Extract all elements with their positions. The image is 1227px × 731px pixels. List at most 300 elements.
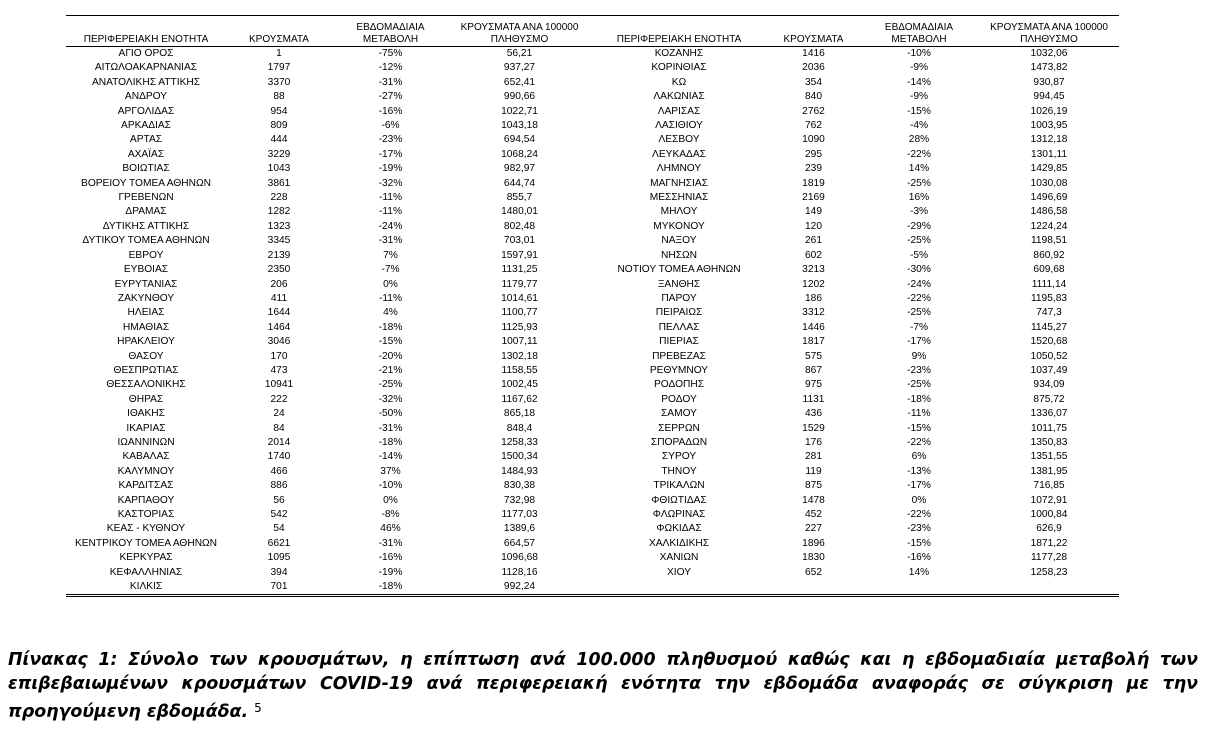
left-region-cell: ΑΡΤΑΣ [129, 134, 163, 146]
left-incidence-cell: 865,18 [503, 408, 536, 420]
left-weekly-change-cell: -50% [378, 408, 403, 420]
right-weekly-change-cell: -4% [909, 120, 929, 132]
left-weekly-change-cell: -25% [378, 379, 403, 391]
right-incidence-cell: 1195,83 [1030, 292, 1068, 304]
left-weekly-change-cell: -75% [378, 48, 403, 59]
right-cases-cell: 3213 [802, 264, 825, 276]
left-cases-cell: 411 [270, 292, 288, 304]
right-region-cell: ΡΟΔΟΠΗΣ [653, 379, 705, 391]
left-region-cell: ΘΕΣΣΑΛΟΝΙΚΗΣ [106, 379, 186, 391]
left-cases-cell: 54 [273, 523, 285, 535]
left-weekly-change-cell: -21% [378, 364, 403, 376]
left-region-cell: ΗΡΑΚΛΕΙΟΥ [117, 336, 175, 348]
left-cases-cell: 206 [270, 278, 288, 290]
left-cases-cell: 6621 [267, 537, 291, 549]
left-weekly-change-cell: -12% [378, 62, 403, 74]
right-incidence-cell: 1301,11 [1030, 148, 1068, 160]
right-region-cell: ΠΙΕΡΙΑΣ [659, 336, 699, 348]
right-weekly-change-cell [859, 580, 979, 596]
table-header [66, 16, 1119, 47]
left-weekly-change-cell: -15% [378, 336, 403, 348]
right-cases-cell: 227 [805, 523, 822, 535]
left-cases-cell: 2350 [267, 264, 291, 276]
right-cases-cell: 452 [805, 509, 822, 520]
table-row [66, 278, 1119, 292]
left-cases-cell: 473 [270, 364, 288, 376]
right-region-cell: ΛΗΜΝΟΥ [656, 163, 702, 175]
right-weekly-change-cell: -18% [907, 393, 931, 405]
left-cases-cell: 228 [270, 192, 288, 204]
right-weekly-change-cell: -25% [907, 379, 931, 391]
right-incidence-cell: 1336,07 [1030, 408, 1068, 420]
right-weekly-change-cell: 14% [908, 163, 930, 175]
right-weekly-change-cell: -24% [907, 278, 931, 290]
left-incidence-cell: 664,57 [503, 537, 536, 549]
left-weekly-change-cell: -32% [378, 393, 403, 405]
right-weekly-change-cell: -11% [907, 408, 931, 420]
left-weekly-change-cell: 37% [380, 465, 401, 477]
left-incidence-cell: 1068,24 [501, 148, 538, 160]
table-row [66, 479, 1119, 493]
right-cases-cell: 1131 [802, 393, 825, 405]
table-row [66, 119, 1119, 133]
table-row [66, 566, 1119, 580]
right-incidence-cell: 1037,49 [1030, 364, 1068, 376]
left-weekly-change-cell: -16% [378, 552, 403, 564]
right-region-cell: ΜΗΛΟΥ [660, 206, 698, 218]
left-cases-cell: 394 [270, 566, 288, 578]
right-incidence-cell: 1030,08 [1030, 177, 1068, 189]
right-region-cell: ΠΕΛΛΑΣ [658, 321, 700, 333]
left-weekly-change-cell: 0% [383, 278, 398, 290]
right-incidence-cell: 1381,95 [1030, 465, 1068, 477]
left-cases-cell: 954 [270, 105, 288, 117]
right-weekly-change-cell: -17% [907, 480, 931, 492]
right-incidence-cell: 1003,95 [1030, 120, 1068, 132]
right-incidence-cell: 994,45 [1033, 91, 1065, 103]
left-cases-cell: 2014 [267, 436, 291, 448]
left-incidence-cell: 1014,61 [501, 292, 538, 304]
left-region-cell: ΑΧΑΪΑΣ [127, 148, 165, 160]
regional-cases-table [66, 15, 1119, 597]
right-incidence-cell: 1350,83 [1030, 436, 1068, 448]
footnote-marker: 5 [254, 701, 262, 715]
right-cases-cell: 2169 [802, 192, 825, 204]
left-incidence-cell: 1484,93 [501, 465, 538, 477]
table-row [66, 162, 1119, 176]
right-incidence-cell: 1000,84 [1030, 509, 1068, 520]
left-cases-cell: 809 [270, 120, 288, 132]
right-cases-cell: 119 [805, 465, 822, 477]
left-cases-cell: 56 [273, 494, 285, 506]
left-weekly-change-cell: -17% [378, 148, 403, 160]
left-region-cell: ΙΩΑΝΝΙΝΩΝ [117, 436, 175, 448]
right-region-cell: ΤΡΙΚΑΛΩΝ [653, 480, 705, 492]
left-region-cell: ΘΗΡΑΣ [128, 393, 164, 405]
right-cases-cell: 1817 [802, 336, 825, 348]
right-region-cell: ΜΕΣΣΗΝΙΑΣ [649, 192, 709, 204]
right-region-cell: ΦΩΚΙΔΑΣ [656, 523, 702, 535]
right-incidence-cell: 1050,52 [1030, 350, 1068, 362]
table-row [66, 292, 1119, 306]
left-cases-cell: 3229 [267, 148, 291, 160]
table-row [66, 306, 1119, 320]
table-row [66, 234, 1119, 248]
right-weekly-change-cell: 0% [911, 494, 927, 506]
right-incidence-cell: 1351,55 [1030, 451, 1068, 463]
left-region-cell: ΚΕΦΑΛΛΗΝΙΑΣ [109, 566, 183, 578]
right-weekly-change-cell: -25% [907, 177, 931, 189]
right-region-cell: ΠΡΕΒΕΖΑΣ [652, 350, 706, 362]
right-region-cell: ΜΑΓΝΗΣΙΑΣ [650, 177, 708, 189]
left-weekly-change-cell: -6% [381, 120, 400, 132]
left-incidence-cell: 644,74 [503, 177, 536, 189]
right-cases-cell: 1896 [802, 537, 825, 549]
right-region-cell: ΝΗΣΩΝ [661, 249, 697, 261]
left-weekly-change-cell: -18% [378, 321, 403, 333]
right-incidence-cell: 1258,23 [1030, 566, 1068, 578]
right-incidence-cell: 934,09 [1033, 379, 1065, 391]
right-cases-cell: 176 [805, 436, 822, 448]
right-weekly-change-cell: 6% [911, 451, 927, 463]
right-incidence-cell: 1177,28 [1030, 552, 1068, 564]
left-incidence-cell: 830,38 [503, 480, 536, 492]
left-cases-cell: 1797 [267, 62, 291, 74]
left-weekly-change-cell: -23% [378, 134, 403, 146]
right-region-cell: ΣΕΡΡΩΝ [658, 422, 700, 434]
left-cases-cell: 10941 [264, 379, 294, 391]
left-weekly-change-cell: -16% [378, 105, 403, 117]
header-incidence-right: ΚΡΟΥΣΜΑΤΑ ΑΝΑ 100000 ΠΛΗΘΥΣΜΟ [979, 16, 1119, 47]
caption-text: Πίνακας 1: Σύνολο των κρουσμάτων, η επίπτωση ανά 100.000 πληθυσμού καθώς και η εβδομαδιαία μεταβολή των επιβεβαιωμένων κρουσμάτων COVID-19 ανά περιφερειακή ενότητα την εβδομάδα αναφοράς σε σύγκριση με την προηγούμενη εβδομάδα. [8, 650, 1198, 722]
right-weekly-change-cell: 14% [908, 566, 930, 578]
left-region-cell: ΚΕΑΣ - ΚΥΘΝΟΥ [106, 523, 186, 535]
table-row [66, 465, 1119, 479]
left-region-cell: ΚΕΝΤΡΙΚΟΥ ΤΟΜΕΑ ΑΘΗΝΩΝ [74, 537, 218, 549]
left-incidence-cell: 855,7 [506, 192, 533, 204]
right-cases-cell: 186 [805, 292, 822, 304]
table-row [66, 450, 1119, 464]
right-weekly-change-cell: -5% [909, 249, 929, 261]
left-weekly-change-cell: -19% [378, 163, 403, 175]
right-incidence-cell: 1145,27 [1030, 321, 1068, 333]
right-region-cell: ΡΕΘΥΜΝΟΥ [649, 364, 709, 376]
right-incidence-cell: 747,3 [1036, 307, 1062, 319]
left-incidence-cell: 848,4 [506, 422, 533, 434]
right-cases-cell: 239 [805, 163, 822, 175]
left-region-cell: ΚΑΛΥΜΝΟΥ [117, 465, 175, 477]
table-row [66, 90, 1119, 104]
right-weekly-change-cell: -30% [907, 264, 931, 276]
right-region-cell: ΡΟΔΟΥ [661, 393, 697, 405]
left-cases-cell: 1644 [267, 307, 291, 319]
left-region-cell: ΒΟΡΕΙΟΥ ΤΟΜΕΑ ΑΘΗΝΩΝ [81, 177, 211, 189]
table-row [66, 378, 1119, 392]
left-region-cell: ΕΥΡΥΤΑΝΙΑΣ [114, 278, 178, 290]
right-weekly-change-cell: -15% [907, 105, 931, 117]
header-region-left: ΠΕΡΙΦΕΡΕΙΑΚΗ ΕΝΟΤΗΤΑ [66, 16, 226, 47]
right-incidence-cell: 609,68 [1033, 264, 1065, 276]
right-weekly-change-cell: -15% [907, 537, 931, 549]
left-region-cell: ΘΑΣΟΥ [128, 350, 164, 362]
right-weekly-change-cell: -9% [909, 91, 929, 103]
left-region-cell: ΑΝΑΤΟΛΙΚΗΣ ΑΤΤΙΚΗΣ [91, 76, 201, 88]
right-incidence-cell: 1032,06 [1030, 48, 1068, 59]
left-cases-cell: 170 [270, 350, 288, 362]
left-incidence-cell: 694,54 [503, 134, 536, 146]
left-region-cell: ΚΙΛΚΙΣ [66, 580, 226, 596]
header-row [66, 16, 1119, 47]
left-incidence-cell: 990,66 [503, 91, 536, 103]
left-cases-cell: 542 [270, 509, 288, 520]
left-region-cell: ΑΡΚΑΔΙΑΣ [121, 120, 171, 132]
left-region-cell: ΚΑΡΔΙΤΣΑΣ [118, 480, 174, 492]
left-region-cell: ΑΡΓΟΛΙΔΑΣ [117, 105, 175, 117]
right-region-cell: ΧΙΟΥ [666, 566, 692, 578]
right-cases-cell: 281 [805, 451, 822, 463]
left-cases-cell: 1740 [267, 451, 291, 463]
right-weekly-change-cell: 9% [911, 350, 927, 362]
left-cases-cell: 3861 [267, 177, 291, 189]
right-incidence-cell: 1198,51 [1030, 235, 1068, 247]
right-cases-cell: 2762 [802, 105, 825, 117]
left-region-cell: ΑΓΙΟ ΟΡΟΣ [118, 48, 174, 59]
left-incidence-cell: 1100,77 [501, 307, 538, 319]
table-row [66, 61, 1119, 75]
right-weekly-change-cell: -25% [907, 307, 931, 319]
left-region-cell: ΕΒΡΟΥ [128, 249, 164, 261]
right-cases-cell: 295 [805, 148, 822, 160]
right-region-cell: ΞΑΝΘΗΣ [657, 278, 701, 290]
left-incidence-cell: 1128,16 [501, 566, 538, 578]
right-region-cell: ΝΟΤΙΟΥ ΤΟΜΕΑ ΑΘΗΝΩΝ [617, 264, 741, 276]
left-cases-cell: 3370 [267, 76, 291, 88]
left-weekly-change-cell: 0% [383, 494, 398, 506]
table-row [66, 321, 1119, 335]
right-incidence-cell: 1520,68 [1030, 336, 1068, 348]
right-weekly-change-cell: -7% [909, 321, 929, 333]
right-weekly-change-cell: -17% [907, 336, 931, 348]
left-region-cell: ΗΛΕΙΑΣ [127, 307, 165, 319]
left-region-cell: ΔΥΤΙΚΟΥ ΤΟΜΕΑ ΑΘΗΝΩΝ [82, 235, 210, 247]
table-row [66, 494, 1119, 508]
left-incidence-cell: 652,41 [503, 76, 536, 88]
table-row [66, 422, 1119, 436]
left-weekly-change-cell: -8% [381, 509, 400, 520]
table-row [66, 407, 1119, 421]
left-weekly-change-cell: -18% [378, 436, 403, 448]
right-region-cell: ΛΑΚΩΝΙΑΣ [653, 91, 705, 103]
right-region-cell: ΧΑΛΚΙΔΙΚΗΣ [648, 537, 710, 549]
right-incidence-cell: 716,85 [1033, 480, 1065, 492]
left-weekly-change-cell: -31% [378, 422, 403, 434]
left-region-cell: ΚΑΒΑΛΑΣ [122, 451, 170, 463]
table-row [66, 436, 1119, 450]
right-cases-cell: 2036 [802, 62, 825, 74]
right-weekly-change-cell: -3% [909, 206, 929, 218]
left-region-cell: ΗΜΑΘΙΑΣ [122, 321, 170, 333]
right-cases-cell: 840 [805, 91, 822, 103]
right-incidence-cell: 1026,19 [1030, 105, 1068, 117]
left-incidence-cell: 992,24 [449, 580, 590, 596]
left-region-cell: ΕΥΒΟΙΑΣ [123, 264, 169, 276]
right-cases-cell: 652 [805, 566, 822, 578]
right-cases-cell: 1446 [802, 321, 825, 333]
left-cases-cell: 444 [270, 134, 288, 146]
right-cases-cell: 1830 [802, 552, 825, 564]
left-incidence-cell: 982,97 [503, 163, 536, 175]
right-incidence-cell: 1072,91 [1030, 494, 1068, 506]
right-weekly-change-cell: -13% [907, 465, 931, 477]
right-region-cell: ΚΩ [671, 76, 687, 88]
header-region-right: ΠΕΡΙΦΕΡΕΙΑΚΗ ΕΝΟΤΗΤΑ [590, 16, 768, 47]
right-incidence-cell: 860,92 [1033, 249, 1065, 261]
right-incidence-cell: 1011,75 [1030, 422, 1068, 434]
right-cases-cell: 975 [805, 379, 822, 391]
left-incidence-cell: 1007,11 [501, 336, 538, 348]
right-region-cell: ΤΗΝΟΥ [661, 465, 697, 477]
left-region-cell: ΙΘΑΚΗΣ [127, 408, 165, 420]
right-cases-cell: 762 [805, 120, 822, 132]
left-weekly-change-cell: -32% [378, 177, 403, 189]
left-cases-cell: 3345 [267, 235, 291, 247]
right-weekly-change-cell: -10% [907, 48, 931, 59]
right-cases-cell: 149 [805, 206, 822, 218]
table-caption [8, 648, 1198, 724]
right-cases-cell: 1416 [802, 48, 825, 59]
left-incidence-cell: 1043,18 [501, 120, 538, 132]
left-cases-cell: 24 [273, 408, 285, 420]
left-weekly-change-cell: -31% [378, 235, 403, 247]
left-cases-cell: 1323 [267, 220, 291, 232]
left-incidence-cell: 1302,18 [501, 350, 538, 362]
right-incidence-cell: 1473,82 [1030, 62, 1068, 74]
left-weekly-change-cell: -7% [381, 264, 400, 276]
right-cases-cell: 1529 [802, 422, 825, 434]
left-weekly-change-cell: -31% [378, 537, 403, 549]
right-incidence-cell: 1224,24 [1030, 220, 1068, 232]
right-region-cell: ΦΘΙΩΤΙΔΑΣ [651, 494, 707, 506]
right-region-cell: ΦΛΩΡΙΝΑΣ [652, 509, 706, 520]
left-incidence-cell: 56,21 [506, 48, 533, 59]
table-row [66, 249, 1119, 263]
left-cases-cell: 2139 [267, 249, 291, 261]
left-cases-cell: 886 [270, 480, 288, 492]
right-region-cell: ΝΑΞΟΥ [661, 235, 697, 247]
right-cases-cell: 1090 [802, 134, 825, 146]
right-weekly-change-cell: 16% [908, 192, 930, 204]
right-cases-cell: 1478 [802, 494, 825, 506]
table-row [66, 76, 1119, 90]
left-region-cell: ΘΕΣΠΡΩΤΙΑΣ [113, 364, 179, 376]
left-incidence-cell: 937,27 [503, 62, 536, 74]
left-weekly-change-cell: -11% [378, 192, 403, 204]
right-cases-cell: 602 [805, 249, 822, 261]
left-weekly-change-cell: -31% [378, 76, 403, 88]
table-row [66, 335, 1119, 349]
right-region-cell: ΚΟΖΑΝΗΣ [654, 48, 704, 59]
right-region-cell: ΜΥΚΟΝΟΥ [653, 220, 705, 232]
left-weekly-change-cell: -14% [378, 451, 403, 463]
right-incidence-cell: 1871,22 [1030, 537, 1068, 549]
right-region-cell: ΣΠΟΡΑΔΩΝ [650, 436, 708, 448]
left-region-cell: ΔΥΤΙΚΗΣ ΑΤΤΙΚΗΣ [102, 220, 190, 232]
right-weekly-change-cell: -22% [907, 148, 931, 160]
right-incidence-cell: 1312,18 [1030, 134, 1068, 146]
left-weekly-change-cell: -11% [378, 206, 403, 218]
table-row [66, 522, 1119, 536]
table-row [66, 537, 1119, 551]
right-cases-cell: 875 [805, 480, 822, 492]
left-weekly-change-cell: 4% [383, 307, 398, 319]
left-region-cell: ΖΑΚΥΝΘΟΥ [117, 292, 175, 304]
table-row [66, 105, 1119, 119]
left-region-cell: ΔΡΑΜΑΣ [125, 206, 167, 218]
table-row [66, 205, 1119, 219]
left-cases-cell: 84 [273, 422, 285, 434]
left-region-cell: ΓΡΕΒΕΝΩΝ [118, 192, 174, 204]
right-cases-cell [768, 580, 859, 596]
right-cases-cell: 261 [805, 235, 822, 247]
table-row [66, 47, 1119, 62]
left-cases-cell: 3046 [267, 336, 291, 348]
right-weekly-change-cell: -23% [907, 523, 931, 535]
left-incidence-cell: 1002,45 [501, 379, 538, 391]
right-weekly-change-cell: -14% [907, 76, 931, 88]
left-cases-cell: 466 [270, 465, 288, 477]
right-incidence-cell: 1429,85 [1030, 163, 1068, 175]
left-cases-cell: 88 [273, 91, 285, 103]
right-weekly-change-cell: -23% [907, 364, 931, 376]
right-cases-cell: 867 [805, 364, 822, 376]
right-region-cell [590, 580, 768, 596]
left-incidence-cell: 1177,03 [501, 509, 538, 520]
right-weekly-change-cell: -15% [907, 422, 931, 434]
left-cases-cell: 1 [276, 48, 282, 59]
header-weekly-change-left: ΕΒΔΟΜΑΔΙΑΙΑ ΜΕΤΑΒΟΛΗ [332, 16, 449, 47]
table-row [66, 508, 1119, 522]
header-cases-left: ΚΡΟΥΣΜΑΤΑ [226, 16, 332, 47]
right-weekly-change-cell: -25% [907, 235, 931, 247]
right-cases-cell: 354 [805, 76, 822, 88]
left-region-cell: ΚΑΡΠΑΘΟΥ [117, 494, 175, 506]
right-weekly-change-cell: -16% [907, 552, 931, 564]
right-weekly-change-cell: 28% [908, 134, 930, 146]
right-weekly-change-cell: -22% [907, 436, 931, 448]
right-cases-cell: 436 [805, 408, 822, 420]
table-row [66, 148, 1119, 162]
right-weekly-change-cell: -22% [907, 292, 931, 304]
header-weekly-change-right: ΕΒΔΟΜΑΔΙΑΙΑ ΜΕΤΑΒΟΛΗ [859, 16, 979, 47]
left-incidence-cell: 1480,01 [501, 206, 538, 218]
left-incidence-cell: 1500,34 [501, 451, 538, 463]
left-incidence-cell: 1158,55 [501, 364, 538, 376]
left-incidence-cell: 1125,93 [501, 321, 538, 333]
left-weekly-change-cell: -11% [378, 292, 403, 304]
right-incidence-cell: 1111,14 [1031, 278, 1067, 290]
left-incidence-cell: 1389,6 [503, 523, 536, 535]
left-cases-cell: 1095 [267, 552, 291, 564]
left-region-cell: ΙΚΑΡΙΑΣ [126, 422, 166, 434]
right-region-cell: ΛΑΣΙΘΙΟΥ [655, 120, 703, 132]
right-region-cell: ΛΕΣΒΟΥ [658, 134, 700, 146]
table-row [66, 393, 1119, 407]
right-region-cell: ΠΕΙΡΑΙΩΣ [655, 307, 703, 319]
table-row [66, 364, 1119, 378]
right-cases-cell: 1819 [802, 177, 825, 189]
left-incidence-cell: 1597,91 [501, 249, 538, 261]
left-region-cell: ΚΕΡΚΥΡΑΣ [119, 552, 173, 564]
